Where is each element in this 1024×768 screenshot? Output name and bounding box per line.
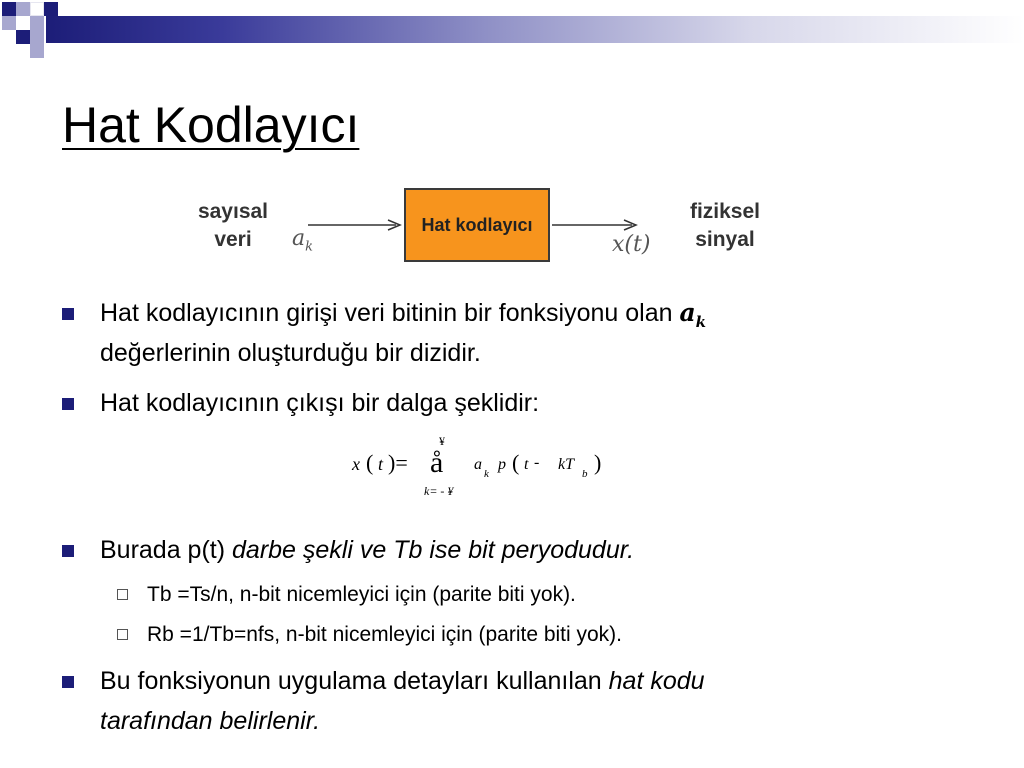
input-symbol-a: a — [292, 226, 306, 251]
bullet-text-italic: hat kodu — [608, 667, 705, 695]
sub-bullet-item — [117, 620, 917, 650]
hollow-square-icon — [117, 629, 128, 640]
formula-a-sub: k — [484, 468, 489, 480]
formula-T-sub: b — [582, 468, 588, 480]
header-decoration — [0, 0, 1024, 58]
header-square — [30, 2, 44, 16]
input-symbol-sub: k — [305, 239, 314, 255]
diagram-output-symbol: x(t) — [612, 232, 651, 257]
formula-kT: kT — [558, 456, 574, 473]
header-square — [16, 2, 30, 16]
bullet-square-icon — [62, 308, 74, 320]
formula-close-eq: )= — [388, 450, 408, 475]
formula-close-paren: ) — [594, 450, 602, 475]
formula-lower-limit: k= - ¥ — [424, 484, 454, 498]
sub-bullet-item — [117, 580, 917, 610]
diagram-input-symbol — [292, 226, 313, 254]
inline-symbol-sub: k — [695, 313, 707, 331]
formula-paren: ( — [366, 450, 374, 475]
header-square — [2, 2, 16, 16]
header-square — [30, 16, 44, 30]
header-square — [16, 16, 30, 30]
formula-t: t — [378, 454, 384, 474]
sub-bullet-text: Tb =Ts/n, n-bit nicemleyici için (parite biti yok). — [147, 583, 576, 606]
formula-a: a — [474, 456, 482, 473]
bullet-text: Hat kodlayıcının çıkışı bir dalga şeklidir: — [100, 389, 540, 417]
header-square — [44, 2, 58, 16]
bullet-text-normal: Bu fonksiyonun uygulama detayları kullanılan — [100, 667, 609, 695]
formula-open-paren: ( — [512, 450, 520, 475]
block-diagram — [180, 180, 800, 280]
header-square — [30, 44, 44, 58]
header-square — [2, 16, 16, 30]
bullet-square-icon — [62, 545, 74, 557]
bullet-text-line2: değerlerinin oluşturduğu bir dizidir. — [100, 339, 481, 367]
diagram-output-line2: sinyal — [695, 228, 755, 251]
hollow-square-icon — [117, 589, 128, 600]
formula-t2: t — [524, 456, 529, 473]
bullet-item — [62, 384, 962, 424]
sub-bullet-text: Rb =1/Tb=nfs, n-bit nicemleyici için (parite biti yok). — [147, 623, 623, 646]
inline-symbol-a: a — [679, 298, 696, 327]
bullet-item — [62, 662, 962, 742]
formula-upper-limit: ¥ — [439, 434, 445, 448]
header-gradient-bar — [46, 16, 1024, 43]
bullet-square-icon — [62, 676, 74, 688]
bullet-text-italic: darbe şekli ve Tb ise bit peryodudur. — [232, 536, 635, 564]
diagram-output-line1: fiziksel — [689, 200, 761, 223]
bullet-square-icon — [62, 398, 74, 410]
formula-sum-symbol: å — [430, 446, 444, 479]
header-square — [30, 30, 44, 44]
bullet-text-normal: Burada p(t) — [100, 536, 233, 564]
diagram-input-line1: sayısal — [197, 200, 269, 223]
bullet-text — [100, 531, 634, 569]
slide-title: Hat Kodlayıcı — [62, 97, 360, 153]
header-square — [16, 30, 30, 44]
formula-x: x — [352, 454, 360, 474]
bullet-item — [62, 294, 962, 374]
line-coder-box: Hat kodlayıcı — [404, 188, 550, 262]
diagram-output-label — [670, 198, 780, 254]
bullet-item — [62, 531, 962, 571]
bullet-text: Hat kodlayıcının girişi veri bitinin bir fonksiyonu olan — [100, 299, 680, 327]
waveform-formula — [352, 432, 632, 502]
diagram-input-line2: veri — [214, 228, 252, 251]
formula-p: p — [498, 456, 506, 473]
formula-minus: - — [530, 454, 544, 471]
bullet-text-line2: tarafından belirlenir. — [100, 707, 321, 735]
bullet-text-line1 — [100, 662, 705, 700]
